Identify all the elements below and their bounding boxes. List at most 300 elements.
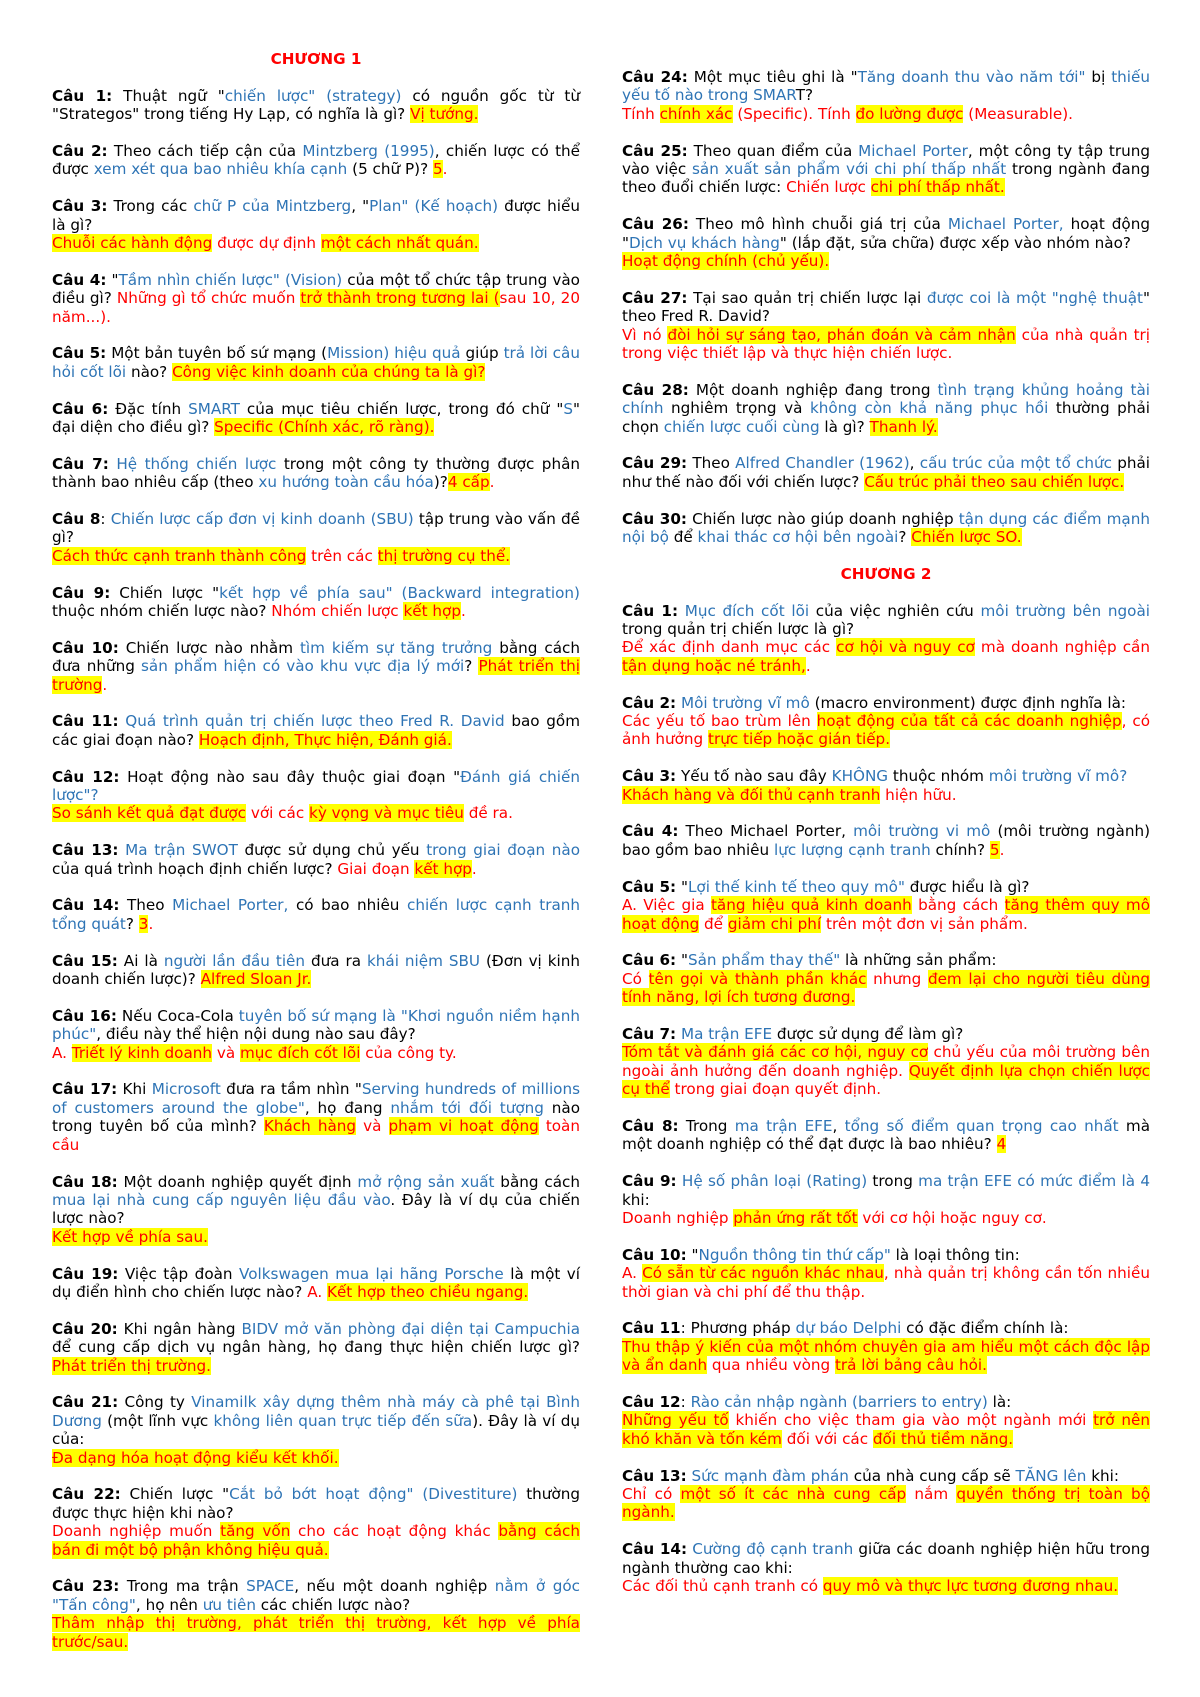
text: , điều này thể hiện nội dung nào sau đây? — [96, 1025, 416, 1044]
text: : — [100, 510, 111, 529]
keyword: dự báo Delphi — [795, 1319, 902, 1338]
keyword: Mintzberg (1995) — [302, 142, 435, 160]
text: Một doanh nghiệp quyết định — [117, 1172, 358, 1191]
keyword: SPACE — [246, 1577, 295, 1596]
text: được sử dụng để làm gì? — [772, 1024, 964, 1043]
question-14 — [52, 896, 580, 933]
keyword: Hệ thống chiến lược — [116, 454, 277, 473]
text: tập trung vào vấn đề gì? — [52, 510, 580, 547]
question-16 — [52, 1007, 580, 1062]
text: : — [680, 1392, 691, 1411]
answer-highlight: 4 cấp — [447, 473, 490, 492]
text: Nếu Coca-Cola — [116, 1006, 239, 1025]
keyword: chữ P của Mintzberg — [193, 197, 352, 216]
text: để — [668, 528, 698, 547]
ch2-question-9 — [622, 1172, 1150, 1227]
question-8 — [52, 510, 580, 565]
answer-highlight: kết hợp về phía trước/sau. — [52, 1614, 580, 1651]
keyword: TĂNG lên — [1015, 1466, 1087, 1485]
keyword: trong giai đoạn nào — [426, 841, 581, 860]
text: Trong ma trận — [119, 1577, 247, 1596]
question-7 — [52, 455, 580, 492]
text: (một lĩnh vực — [101, 1411, 214, 1430]
text: T? — [795, 86, 814, 105]
answer: . — [102, 675, 108, 694]
text: bằng cách — [494, 1172, 580, 1191]
answer: đối với các — [781, 1429, 873, 1448]
answer-highlight: 4 — [996, 1135, 1007, 1154]
question-label: Câu 8 — [52, 510, 101, 529]
chapter-1-heading: CHƯƠNG 1 — [270, 50, 362, 68]
keyword: nằm ở góc "Tấn công" — [52, 1577, 580, 1614]
text: bị — [1085, 68, 1112, 86]
answer-highlight: hoạt động của tất cả các doanh nghiệp — [816, 712, 1122, 731]
keyword: khái niệm SBU — [367, 951, 481, 970]
question-label: Câu 28: — [622, 380, 689, 399]
text: của một tổ chức tập trung vào điều gì? — [52, 270, 580, 308]
text: mà một doanh nghiệp có thể đạt được là bao nhiêu? — [622, 1116, 1150, 1154]
answer: trên các — [306, 546, 378, 565]
answer: . — [489, 473, 495, 492]
text: Theo quan điểm của — [687, 141, 859, 160]
question-label: Câu 9: — [52, 583, 111, 602]
text: của mục tiêu chiến lược, trong đó chữ " — [239, 399, 564, 418]
keyword: Vinamilk xây dựng thêm nhà máy cà phê tại Bình Dương — [52, 1393, 581, 1430]
ch2-question-10 — [622, 1246, 1150, 1301]
keyword: Mục đích cốt lõi — [684, 601, 810, 620]
answer-highlight: Cách thức cạnh tranh thành công — [52, 546, 307, 565]
text: , một công ty tập trung vào việc — [622, 141, 1150, 179]
answer-highlight: cơ hội và nguy cơ — [836, 638, 975, 657]
keyword: Microsoft — [151, 1080, 221, 1099]
answer: , nhà quản trị không cần tốn nhiều thời gian và chi phí để thu thập. — [622, 1264, 1150, 1301]
text: : Phương pháp — [680, 1319, 796, 1338]
question-1 — [52, 87, 580, 124]
keyword: Rào cản nhập ngành (barriers to entry) — [690, 1392, 988, 1411]
keyword: Quá trình quản trị chiến lược theo Fred R. David — [125, 712, 505, 731]
text: trong một công ty thường được phân thành bao nhiêu cấp (theo — [52, 454, 581, 492]
text: Trong các — [107, 197, 194, 216]
text: khi: — [1086, 1466, 1119, 1485]
question-3 — [52, 197, 580, 252]
text: nghiêm trọng và — [663, 399, 810, 418]
keyword: ma trận EFE có mức điểm là 4 — [918, 1172, 1150, 1191]
question-label: Câu 10: — [52, 638, 119, 657]
text: Thuật ngữ " — [112, 86, 225, 105]
keyword: Alfred Chandler (1962) — [735, 454, 910, 473]
question-label: Câu 7: — [52, 454, 109, 473]
question-11 — [52, 712, 580, 749]
question-label: Câu 11: — [52, 712, 119, 731]
question-24 — [622, 68, 1150, 123]
keyword: xu hướng toàn cầu hóa — [258, 473, 434, 492]
question-label: Câu 11 — [622, 1319, 681, 1338]
answer: và — [356, 1117, 389, 1136]
keyword: BIDV mở văn phòng đại diện tại Campuchia — [241, 1319, 581, 1338]
keyword: Chiến lược cấp đơn vị kinh doanh (SBU) — [110, 510, 414, 529]
text: , — [832, 1116, 845, 1135]
answer: cho các hoạt động khác — [290, 1522, 499, 1541]
text: chính? — [930, 840, 990, 859]
keyword: Hệ số phân loại (Rating) — [681, 1172, 868, 1191]
keyword: lực lượng cạnh tranh — [773, 840, 931, 859]
answer: khiến cho việc tham gia vào một ngành mới — [728, 1411, 1094, 1430]
question-label: Câu 14: — [622, 1540, 688, 1559]
answer-highlight: Thu thập ý kiến của một nhóm chuyên gia am hiểu một cách độc lập và ẩn danh — [622, 1337, 1150, 1375]
text: bao gồm các giai đoạn nào? — [52, 712, 580, 749]
answer-highlight: thị trường cụ thể. — [377, 546, 511, 565]
answer-highlight: Chiến lược SO. — [911, 528, 1022, 547]
question-label: Câu 20: — [52, 1319, 118, 1338]
question-label: Câu 13: — [622, 1466, 687, 1485]
keyword: môi trường vi mô — [853, 822, 991, 841]
answer-highlight: phát triển thị trường, — [252, 1614, 443, 1633]
keyword: mua lại nhà cung cấp nguyên liệu đầu vào — [52, 1190, 391, 1209]
text: có đặc điểm chính là: — [901, 1319, 1069, 1338]
answer-highlight: phản ứng rất tốt — [733, 1208, 858, 1227]
text: của nhà cung cấp sẽ — [848, 1466, 1016, 1485]
answer: bằng cách — [911, 896, 1005, 915]
keyword: Michael Porter, — [947, 215, 1064, 234]
answer-highlight: đem lại cho người tiêu dùng tính năng, lợi ích tương đương. — [622, 969, 1150, 1007]
answer-highlight: Hoạt động chính (chủ yếu). — [622, 252, 830, 271]
keyword: KHÔNG — [831, 767, 889, 786]
answer-highlight: Phát triển thị trường. — [52, 1356, 211, 1375]
keyword: Sức mạnh đàm phán — [691, 1466, 849, 1485]
question-label: Câu 13: — [52, 841, 119, 860]
keyword: chiến lược" (strategy) — [224, 86, 402, 105]
text: Chiến lược nào nhằm — [118, 638, 300, 657]
answer-highlight: Phát triển thị trường — [52, 657, 581, 694]
answer-highlight: trở thành trong tương lai ( — [300, 289, 500, 308]
text: Chiến lược nào giúp doanh nghiệp — [687, 509, 959, 528]
question-label: Câu 12: — [52, 767, 120, 786]
question-label: Câu 7: — [622, 1024, 677, 1043]
keyword: tình trạng khủng hoảng tài chính — [622, 380, 1151, 418]
answer: Chỉ có — [622, 1484, 681, 1503]
answer-highlight: kết hợp — [414, 859, 472, 878]
text: Việc tập đoàn — [118, 1264, 240, 1283]
keyword: trả lời câu hỏi cốt lõi — [52, 344, 580, 381]
question-25 — [622, 142, 1150, 197]
answer: để — [699, 914, 728, 933]
text: ). Đây là ví dụ của: — [52, 1411, 580, 1449]
text: trong quản trị chiến lược là gì? — [622, 620, 855, 639]
ch2-question-8 — [622, 1117, 1150, 1154]
keyword: tận dụng các điểm mạnh nội bộ — [622, 509, 1150, 547]
question-29 — [622, 454, 1150, 491]
text: Một mục tiêu ghi là " — [687, 68, 858, 86]
text: bằng cách đưa những — [52, 638, 580, 676]
answer-highlight: đối thủ tiềm năng. — [872, 1429, 1014, 1448]
text: , — [909, 454, 920, 473]
text: " — [676, 951, 688, 970]
text: của việc nghiên cứu — [809, 601, 981, 620]
answer: Doanh nghiệp — [622, 1208, 734, 1227]
answer: nhưng — [866, 969, 928, 988]
text: có bao nhiêu — [288, 896, 407, 915]
keyword: người lần đầu tiên — [163, 951, 306, 970]
answer: mà doanh nghiệp cần — [974, 638, 1150, 657]
text: Công ty — [118, 1393, 192, 1412]
text: " — [676, 877, 688, 896]
question-26 — [622, 215, 1150, 270]
answer-highlight: Tóm tắt và đánh giá các cơ hội, nguy cơ — [622, 1043, 929, 1062]
answer: . — [148, 914, 154, 933]
question-12 — [52, 768, 580, 823]
keyword: Michael Porter, — [172, 896, 289, 915]
text: Theo mô hình chuỗi giá trị của — [688, 215, 948, 234]
answer: A. — [622, 1264, 643, 1283]
answer: . — [999, 840, 1005, 859]
ch2-question-11 — [622, 1319, 1150, 1374]
right-column — [622, 50, 1150, 1697]
answer-highlight: Specific (Chính xác, rõ ràng). — [214, 418, 435, 437]
ch2-question-13 — [622, 1467, 1150, 1522]
answer-highlight: phạm vi hoạt động — [388, 1117, 539, 1136]
answer-highlight: Thâm nhập thị trường, — [52, 1614, 253, 1633]
answer-highlight: Kết hợp theo chiều ngang. — [326, 1282, 529, 1301]
answer-highlight: Khách hàng và đối thủ cạnh tranh — [622, 785, 881, 804]
text — [678, 602, 685, 620]
question-19 — [52, 1265, 580, 1302]
question-23 — [52, 1577, 580, 1651]
text: là: — [987, 1392, 1012, 1411]
question-label: Câu 5: — [52, 344, 107, 363]
answer: qua nhiều vòng — [707, 1356, 835, 1375]
question-label: Câu 25: — [622, 141, 688, 160]
answer: Giai đoạn — [337, 859, 415, 878]
answer: . — [460, 602, 466, 621]
answer: của nhà quản trị trong việc thiết lập và thực hiện chiến lược. — [622, 325, 1150, 363]
text: để cung cấp dịch vụ ngân hàng, họ đang thực hiện chiến lược gì? — [52, 1338, 580, 1357]
text: . Đây là ví dụ của chiến lược nào? — [52, 1190, 581, 1228]
text: Khi ngân hàng — [117, 1319, 242, 1338]
left-column — [52, 50, 580, 1697]
question-label: Câu 21: — [52, 1393, 119, 1412]
question-label: Câu 1: — [622, 601, 679, 620]
keyword: Cường độ cạnh tranh — [692, 1540, 854, 1559]
text: Hoạt động nào sau đây thuộc giai đoạn " — [119, 767, 461, 786]
keyword: tuyên bố sứ mạng là "Khơi nguồn niềm hạnh phúc" — [52, 1006, 580, 1044]
question-label: Câu 16: — [52, 1006, 117, 1025]
text: được hiểu là gì? — [904, 877, 1030, 896]
answer-highlight: trực tiếp hoặc gián tiếp. — [708, 730, 891, 749]
answer: . — [805, 656, 811, 675]
answer-highlight: Chuỗi các hành động — [52, 234, 213, 253]
question-9 — [52, 584, 580, 621]
text: thuộc nhóm chiến lược nào? — [52, 602, 272, 621]
answer-highlight: một cách nhất quán. — [320, 234, 479, 253]
keyword: cấu trúc của một tổ chức — [919, 454, 1112, 473]
question-label: Câu 9: — [622, 1172, 677, 1191]
question-label: Câu 30: — [622, 509, 687, 528]
ch2-question-1 — [622, 602, 1150, 676]
question-6 — [52, 400, 580, 437]
text: (Đơn vị kinh doanh chiến lược)? — [52, 951, 581, 989]
text: trong — [867, 1172, 919, 1191]
text: được sử dụng chủ yếu — [237, 841, 427, 860]
question-label: Câu 29: — [622, 454, 688, 473]
keyword: ưu tiên — [202, 1595, 256, 1614]
answer: với các — [246, 804, 310, 823]
question-30 — [622, 510, 1150, 547]
answer: A. — [307, 1282, 327, 1301]
text: là gì? — [819, 417, 870, 436]
answer-highlight: Triết lý kinh doanh — [71, 1043, 213, 1062]
answer-highlight: Kết hợp về phía sau. — [52, 1227, 208, 1246]
keyword: được coi là một "nghệ thuật — [926, 288, 1144, 307]
question-5 — [52, 344, 580, 381]
keyword: xem xét qua bao nhiêu khía cạnh — [93, 160, 348, 179]
keyword: Ma trận SWOT — [125, 841, 238, 860]
text: (môi trường ngành) bao gồm bao nhiêu — [622, 822, 1151, 859]
question-label: Câu 22: — [52, 1485, 121, 1504]
text: , nếu một doanh nghiệp — [294, 1577, 495, 1596]
text: " — [106, 270, 119, 289]
ch2-question-2 — [622, 694, 1150, 749]
answer: nắm — [906, 1484, 957, 1503]
question-label: Câu 17: — [52, 1080, 118, 1099]
keyword: Plan" (Kế hoạch) — [369, 197, 499, 216]
text: Tại sao quản trị chiến lược lại — [687, 288, 927, 307]
answer-highlight: bằng cách bán đi một bộ phận không hiệu quả. — [52, 1522, 580, 1559]
keyword: Dịch vụ khách hàng — [629, 233, 780, 252]
keyword: môi trường vĩ mô? — [988, 767, 1128, 786]
keyword: chiến lược cuối cùng — [663, 417, 820, 436]
keyword: S — [563, 399, 574, 418]
chapter-2-heading: CHƯƠNG 2 — [840, 564, 932, 583]
text: Trong — [678, 1116, 735, 1135]
text: , họ đang — [304, 1098, 391, 1117]
question-label: Câu 5: — [622, 877, 677, 896]
question-label: Câu 3: — [52, 197, 108, 216]
answer-highlight: tăng hiệu quả kinh doanh — [710, 896, 912, 915]
question-2 — [52, 142, 580, 179]
text: phải như thế nào đối với chiến lược? — [622, 454, 1150, 491]
answer-highlight: Khách hàng — [263, 1117, 357, 1136]
question-4 — [52, 271, 580, 326]
text: Một bản tuyên bố sứ mạng ( — [106, 344, 328, 363]
answer: , có ảnh hưởng — [622, 712, 1150, 749]
text: )? — [433, 473, 448, 492]
answer: Nhóm chiến lược — [271, 602, 404, 621]
answer: toàn cầu — [52, 1117, 580, 1154]
answer-highlight: tận dụng hoặc né tránh, — [622, 656, 806, 675]
answer-highlight: tên gọi và thành phần khác — [648, 969, 867, 988]
keyword: không còn khả năng phục hồi — [809, 399, 1049, 418]
keyword: tổng số điểm quan trọng cao nhất — [844, 1116, 1119, 1135]
text: thuộc nhóm — [888, 767, 989, 786]
text: là những sản phẩm: — [840, 951, 997, 970]
question-label: Câu 6: — [622, 951, 677, 970]
text: là loại thông tin: — [890, 1245, 1020, 1264]
answer: Chiến lược — [786, 178, 871, 197]
text: đưa ra — [305, 951, 368, 970]
answer-highlight: chính xác — [659, 104, 733, 123]
answer-highlight: 5 — [432, 160, 443, 179]
answer-highlight: Có sẵn từ các nguồn khác nhau — [642, 1264, 884, 1283]
text: ? — [464, 657, 479, 676]
answer: Doanh nghiệp muốn — [52, 1522, 221, 1541]
text: thường phải chọn — [622, 399, 1150, 436]
text: thường được thực hiện khi nào? — [52, 1485, 580, 1522]
question-label: Câu 3: — [622, 767, 677, 786]
answer: . — [442, 160, 448, 179]
keyword: Volkswagen mua lại hãng Porsche — [239, 1264, 504, 1283]
question-10 — [52, 639, 580, 694]
text: Theo Michael Porter, — [678, 822, 854, 841]
keyword: Michael Porter — [858, 141, 968, 160]
text: nào trong tuyên bố của mình? — [52, 1098, 581, 1136]
keyword: khai thác cơ hội bên ngoài — [697, 528, 899, 547]
question-label: Câu 10: — [622, 1245, 687, 1264]
keyword: SMART — [188, 399, 240, 418]
keyword: ma trận EFE — [734, 1116, 833, 1135]
keyword: Môi trường vĩ mô — [680, 693, 810, 712]
answer-highlight: Cấu trúc phải theo sau chiến lược. — [864, 472, 1125, 491]
question-13 — [52, 841, 580, 878]
answer-highlight: Alfred Sloan Jr. — [200, 970, 312, 989]
answer-highlight: Hoạch định, Thực hiện, Đánh giá. — [198, 730, 452, 749]
answer: chủ yếu của môi trường bên ngoài ảnh hưởng đến doanh nghiệp. — [622, 1043, 1150, 1080]
question-label: Câu 2: — [52, 142, 108, 160]
text: , họ nên — [135, 1595, 203, 1614]
text: Yếu tố nào sau đây — [676, 767, 832, 786]
keyword: kết hợp về phía sau" (Backward integration) — [219, 583, 580, 602]
answer-highlight: tăng thêm quy mô hoạt động — [622, 896, 1150, 933]
text: Chiến lược " — [120, 1485, 230, 1504]
question-20 — [52, 1320, 580, 1375]
text: khi: — [622, 1190, 650, 1209]
answer-highlight: mục đích cốt lõi — [240, 1043, 361, 1062]
question-18 — [52, 1173, 580, 1247]
answer: trong giai đoạn quyết định. — [669, 1080, 882, 1099]
question-22 — [52, 1485, 580, 1559]
question-label: Câu 6: — [52, 399, 109, 418]
text: đưa ra tầm nhìn " — [220, 1080, 362, 1099]
text: Một doanh nghiệp đang trong — [688, 380, 938, 399]
keyword: Cắt bỏ bớt hoạt động" (Divestiture) — [229, 1485, 518, 1504]
answer-highlight: 5 — [989, 840, 1000, 859]
keyword: Lợi thế kinh tế theo quy mô" — [687, 877, 905, 896]
text: (macro environment) được định nghĩa là: — [809, 693, 1127, 712]
text: " — [686, 1245, 699, 1264]
answer-highlight: giảm chi phí — [727, 914, 822, 933]
ch2-question-6 — [622, 951, 1150, 1006]
answer: Các đối thủ cạnh tranh có — [622, 1576, 823, 1595]
answer: đề ra. — [463, 804, 513, 823]
question-label: Câu 14: — [52, 896, 120, 915]
keyword: Tăng doanh thu vào năm tới" — [857, 68, 1086, 86]
answer-highlight: Thanh lý. — [869, 417, 938, 436]
text: , " — [351, 197, 370, 216]
question-label: Câu 4: — [52, 270, 107, 289]
keyword: thiếu yếu tố nào trong SMAR — [622, 68, 1150, 105]
ch2-question-3 — [622, 767, 1150, 804]
text: các chiến lược nào? — [255, 1595, 411, 1614]
keyword: Serving hundreds of millions of customers around the globe" — [52, 1080, 581, 1117]
answer: A. Việc gia — [622, 896, 711, 915]
answer: Có — [622, 969, 649, 988]
keyword: mở rộng sản xuất — [357, 1172, 495, 1191]
answer: A. — [52, 1043, 72, 1062]
keyword: sản xuất sản phẩm với chi phí thấp nhất — [692, 160, 1007, 179]
answer-highlight: Đa dạng hóa hoạt động kiểu kết khối. — [52, 1448, 339, 1467]
answer-highlight: So sánh kết quả đạt được — [52, 804, 247, 823]
answer-highlight: chi phí thấp nhất. — [870, 178, 1005, 197]
text: Theo cách tiếp cận của — [107, 142, 303, 160]
